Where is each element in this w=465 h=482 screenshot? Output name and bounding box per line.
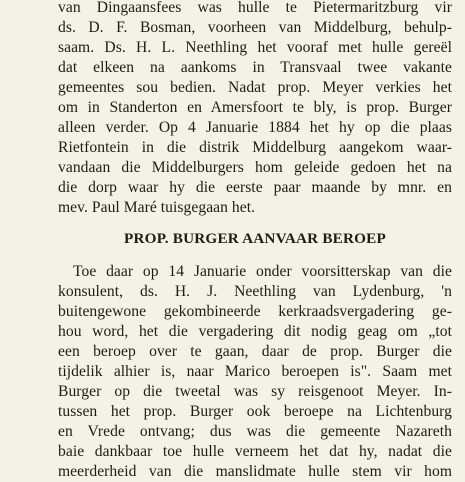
body-line: konsulent, ds. H. J. Neethling van Lydenburg, 'n [58, 283, 452, 300]
body-line: ds. D. F. Bosman, voorheen van Middelburg, behulp- [58, 19, 452, 36]
body-line: alleen verder. Op 4 Januarie 1884 het hy op die plaas [58, 119, 452, 136]
body-line: en Vrede ontvang; dus was die gemeente Nazareth [58, 423, 452, 440]
body-line: die dorp waar hy die eerste paar maande by mnr. en [58, 179, 452, 196]
body-line: van Dingaansfees was hulle te Pietermaritzburg vir [58, 0, 452, 16]
body-line: baie dankbaar toe hulle verneem het dat hy, nadat die [58, 443, 452, 460]
body-line: buitengewone gekombineerde kerkraadsvergadering ge- [58, 303, 452, 320]
body-line: saam. Ds. H. L. Neethling het vooraf met hulle gereël [58, 39, 452, 56]
body-line: Burger op die tweetal was sy reisgenoot Meyer. In- [58, 383, 452, 400]
body-line: om in Standerton en Amersfoort te bly, is prop. Burger [58, 99, 452, 116]
body-line: Toe daar op 14 Januarie onder voorsitterskap van die [73, 263, 452, 280]
body-line: een beroep over te gaan, daar de prop. Burger die [58, 343, 452, 360]
body-line: hou word, het die vergadering dit nodig geag om „tot [58, 323, 452, 340]
body-line: gemeentes sou bedien. Nadat prop. Meyer verkies het [58, 79, 452, 96]
body-line: dat elkeen na aankoms in Transvaal twee vakante [58, 59, 452, 76]
body-line: mev. Paul Maré tuisgegaan het. [58, 199, 256, 216]
body-line: vandaan die Middelburgers hom geleide gedoen het na [58, 159, 452, 176]
body-line: meerderheid van die manslidmate hulle stem vir hom [58, 463, 452, 480]
body-line: tijdelik alhier is, naar Marico beroepen is". Saam met [58, 363, 452, 380]
body-line: Rietfontein in die distrik Middelburg aangekom waar- [58, 139, 452, 156]
section-heading: PROP. BURGER AANVAAR BEROEP [124, 230, 386, 247]
body-line: tussen het prop. Burger ook beroepe na Lichtenburg [58, 403, 452, 420]
